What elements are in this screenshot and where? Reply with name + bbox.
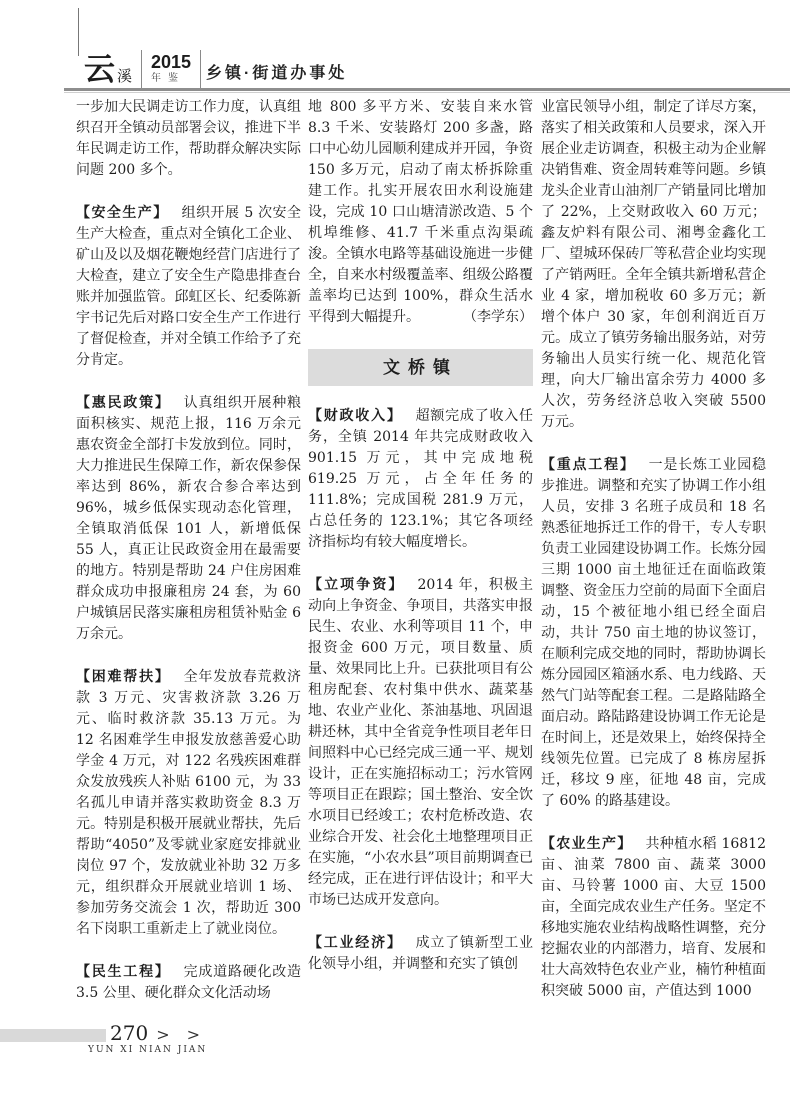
section-safety-production: [76, 202, 301, 371]
journal-name: YUN XI NIAN JIAN: [88, 1045, 208, 1055]
logo-year-label: 年鉴: [151, 73, 186, 84]
section-heading: 【工业经济】: [308, 934, 403, 950]
section-text: 超额完成了收入任务，全镇 2014 年共完成财政收入 901.15 万元，其中完成地税 619.25 万元，占全年任务的 111.8%；完成国税 281.9 万元，占总任务的 123.1%；其它各项经济指标均有较大幅度增长。: [308, 408, 534, 550]
journal-logo: [84, 48, 210, 90]
section-heading: 【农业生产】: [541, 835, 633, 851]
section-industrial-economy: [308, 932, 533, 975]
text-column-3: [541, 97, 766, 1002]
section-text: 全年发放春荒救济款 3 万元、灾害救济款 3.26 万元、临时救济款 35.13 万元。为 12 名困难学生申报发放慈善爱心助学金 4 万元，对 122 名残疾困难群众发放残疾人补贴 6100 元，为 33 名孤儿申请并落实救助资金 8.3 万元。特别是积极开展就业帮扶，先后帮助“4050”及零就业家庭安排就业岗位 97 个，发放就业补助 32 万多元，组织群众开展就业培训 1 场、参加劳务交流会 1 次，帮助近 300 名下岗职工重新走上了就业岗位。: [76, 669, 302, 937]
paragraph-text: 地 800 多平方米、安装自来水管 8.3 千米、安装路灯 200 多盏，路口中心幼儿园顺利建成并开园，争资 150 多万元，启动了南太桥拆除重建工作。扎实开展农田水利设施建设，完成 10 口山塘清淤改造、5 个机埠维修、41.7 千米重点沟渠疏浚。全镇水电路等基础设施进一步健全，自来水村级覆盖率、组级公路覆盖率均已达到 100%，群众生活水平得到大幅提升。: [308, 99, 533, 325]
page-number-value: 270: [110, 1021, 149, 1045]
text-column-2: [308, 97, 533, 975]
page-arrows: > >: [156, 1025, 207, 1044]
section-heading: 【财政收入】: [308, 407, 403, 423]
section-key-projects: [541, 454, 766, 812]
section-hardship-assistance: [76, 666, 301, 940]
section-text: 组织开展 5 次安全生产大检查，重点对全镇化工企业、矿山及以及烟花鞭炮经营门店进行了大检查，建立了安全生产隐患排查台账并加强监管。邱虹区长、纪委陈新宇书记先后对路口安全生产工作进行了督促检查，并对全镇工作给予了充分肯定。: [76, 205, 301, 368]
text-column-1: [76, 97, 301, 1004]
section-text: 共种植水稻 16812 亩、油菜 7800 亩、蔬菜 3000 亩、马铃薯 1000 亩、大豆 1500 亩，全面完成农业生产任务。坚定不移地实施农业结构战略性调整，充分挖掘农业的内部潜力，培育、发展和壮大高效特色农业产业，楠竹种植面积突破 5000 亩，产值达到 1000: [541, 836, 766, 999]
section-heading: 【安全生产】: [76, 204, 169, 220]
section-text: 认真组织开展种粮面积核实、规范上报，116 万余元惠农资金全部打卡发放到位。同时，大力推进民生保障工作，新农保参保率达到 86%，新农合参合率达到 96%，城乡低保实现动态化管理，全镇取消低保 101 人，新增低保 55 人，真正让民政资金用在最需要的地方。特别是帮助 24 户住房困难群众成功申报廉租房 24 套，为 60 户城镇居民落实廉租房租赁补贴金 6 万余元。: [76, 395, 302, 642]
paragraph-continuation: 业富民领导小组，制定了详尽方案，落实了相关政策和人员要求，深入开展企业走访调查，积极主动为企业解决销售难、资金周转难等问题。乡镇龙头企业青山油剂厂产销量同比增加了 22%，上交财政收入 60 万元；鑫友炉料有限公司、湘粤金鑫化工厂、望城环保砖厂等私营企业均实现了产销两旺。全年全镇共新增私营企业 4 家，增加税收 60 多万元；新增个体户 30 家，年创利润近百万元。成立了镇劳务输出服务站，对劳务输出人员实行统一化、规范化管理，向大厂输出富余劳力 4000 多人次，劳务经济总收入突破 5500 万元。: [541, 99, 766, 430]
logo-char-small: 溪: [117, 67, 133, 85]
section-text: 2014 年，积极主动向上争资金、争项目，共落实申报民生、农业、水利等项目 11 个，申报资金 600 万元，项目数量、质量、效果同比上升。已获批项目有公租房配套、农村集中供水、蔬菜基地、农业产业化、茶油基地、巩固退耕还林，其中全省竞争性项目老年日间照料中心已经完成三通一平、规划设计，正在实施招标动工；污水管网等项目正在跟踪；国土整治、安全饮水项目已经竣工；农村危桥改造、农业综合开发、社会化土地整理项目正在实施，“小农水县”项目前期调查已经完成，正在进行评估设计；和平大市场已达成开发意向。: [308, 577, 533, 908]
logo-year: 2015: [151, 52, 192, 72]
header-tick-line: [78, 8, 79, 56]
section-heading: 【困难帮扶】: [76, 668, 171, 684]
section-heading: 【惠民政策】: [76, 394, 171, 410]
logo-char-large: 云: [84, 51, 115, 87]
town-title: 文桥镇: [383, 358, 458, 377]
section-text: 成立了镇新型工业化领导小组，并调整和充实了镇创: [308, 935, 534, 972]
section-fiscal-revenue: [308, 405, 533, 553]
section-text: 一是长炼工业园稳步推进。调整和充实了协调工作小组人员，安排 3 名班子成员和 18 名熟悉征地拆迁工作的骨干，专人专职负责工业园建设协调工作。长炼分园三期 1000 亩土地征迁在面临政策调整、资金压力空前的局面下全面启动，15 个被征地小组已经全面启动，共计 750 亩土地的协议签订，在顺利完成交地的同时，帮助协调长炼分园园区箱涵水系、电力线路、天然气门站等配套工程。二是路陆路全面启动。路陆路建设协调工作无论是在时间上，还是效果上，始终保持全线领先位置。已完成了 8 栋房屋拆迁，移坟 9 座，征地 48 亩，完成了 60% 的路基建设。: [541, 457, 767, 809]
page-number: [110, 1021, 206, 1045]
section-heading: 【重点工程】: [541, 456, 636, 472]
logo-divider: [141, 50, 142, 88]
section-benefit-policy: [76, 392, 301, 645]
paragraph-continuation: 一步加大民调走访工作力度，认真组织召开全镇动员部署会议，推进下半年民调走访工作，帮助群众解决实际问题 200 多个。: [76, 99, 301, 178]
section-heading: 【民生工程】: [76, 963, 171, 979]
author-signature: （李学东）: [463, 309, 533, 325]
section-livelihood-projects: [76, 961, 301, 1004]
logo-divider: [200, 50, 201, 88]
header-rule-light: [64, 92, 790, 93]
chapter-title: 乡镇·街道办事处: [206, 65, 348, 82]
section-agricultural-production: [541, 833, 766, 1002]
section-heading: 【立项争资】: [308, 576, 405, 592]
paragraph-continuation: [308, 97, 533, 328]
section-text: 完成道路硬化改造 3.5 公里、硬化群众文化活动场: [76, 964, 302, 1001]
footer-bar: [0, 1029, 106, 1042]
header-rule: [64, 88, 790, 91]
logo-year-block: [151, 52, 191, 86]
section-project-funding: [308, 574, 533, 911]
town-title-box: [308, 349, 533, 386]
